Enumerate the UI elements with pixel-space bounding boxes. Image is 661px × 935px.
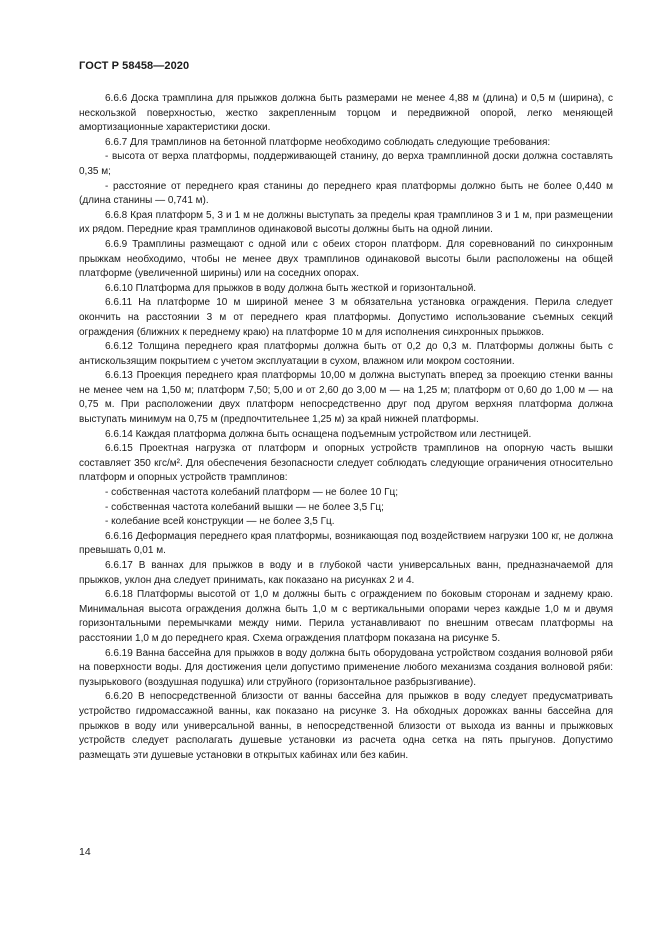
page-number: 14 bbox=[79, 846, 91, 858]
paragraph-6-6-19: 6.6.19 Ванна бассейна для прыжков в воду должна быть оборудована устройством создания волновой ряби на поверхности воды. Для достижения цели допустимо применение любого механизма создания волновой ряби: пузырькового (воздушная подушка) или струйного (горизонтальное разбрызгивание). bbox=[79, 647, 613, 688]
list-item: - колебание всей конструкции — не более 3,5 Гц. bbox=[105, 516, 335, 528]
paragraph-6-6-17: 6.6.17 В ваннах для прыжков в воду и в глубокой части универсальных ванн, предназначаемой для прыжков, уклон дна следует принимать, как показано на рисунках 2 и 4. bbox=[79, 560, 613, 586]
paragraph-6-6-10: 6.6.10 Платформа для прыжков в воду должна быть жесткой и горизонтальной. bbox=[105, 282, 477, 294]
list-item: - высота от верха платформы, поддерживающей станину, до верха трамплинной доски должна составлять 0,35 м; bbox=[79, 151, 613, 177]
paragraph-6-6-16: 6.6.16 Деформация переднего края платформы, возникающая под воздействием нагрузки 100 кг, не должна превышать 0,01 м. bbox=[79, 530, 613, 557]
list-item: - собственная частота колебаний платформ — не более 10 Гц; bbox=[105, 487, 399, 499]
document-body bbox=[79, 92, 613, 763]
paragraph-6-6-18: 6.6.18 Платформы высотой от 1,0 м должны быть с ограждением по боковым сторонам и заднему краю. Минимальная высота ограждения должна быть 1,0 м с вертикальными опорами через каждые 1,0 м и двумя горизонтальными перемычками между ними. Перила устанавливают по внешним отвесам платформы на расстоянии 1,0 м до переднего края. Схема ограждения платформ показана на рисунке 5. bbox=[79, 589, 613, 644]
paragraph-6-6-12: 6.6.12 Толщина переднего края платформы должна быть от 0,2 до 0,3 м. Платформы должны быть с антискользящим покрытием с учетом эксплуатации в сухом, влажном или мокром состоянии. bbox=[79, 341, 613, 367]
list-item: - расстояние от переднего края станины до переднего края платформы должно быть не более 0,440 м (длина станины — 0,741 м). bbox=[79, 180, 613, 207]
paragraph-6-6-20: 6.6.20 В непосредственной близости от ванны бассейна для прыжков в воду следует предусматривать устройство гидромассажной ванны, как показано на рисунке 3. На обходных дорожках ванны бассейна для прыжков в воду или универсальной ванны, в непосредственной близости от выхода из ванны и прыжковых устройств следует располагать душевые установки из расчета одна сетка на пять прыгунов. Допустимо размещать эти душевые установки в открытых кабинах или без кабин. bbox=[79, 691, 613, 761]
paragraph-6-6-13: 6.6.13 Проекция переднего края платформы 10,00 м должна выступать вперед за проекцию стенки ванны не менее чем на 1,50 м; платформ 7,50; 5,00 и от 2,60 до 3,00 м — на 1,25 м; платформ от 0,60 до 1,00 м — на 0,75 м. При расположении двух платформ непосредственно друг под другом верхняя платформа должна выступать минимум на 0,75 м (предпочтительнее 1,25 м) за край нижней платформы. bbox=[79, 370, 613, 426]
paragraph-6-6-6: 6.6.6 Доска трамплина для прыжков должна быть размерами не менее 4,88 м (длина) и 0,5 м (ширина), с нескользкой поверхностью, жестко закрепленным торцом и передвижной опорой, легко меняющей амортизационные характеристики доски. bbox=[79, 93, 613, 134]
paragraph-6-6-9: 6.6.9 Трамплины размещают с одной или с обеих сторон платформ. Для соревнований по синхронным прыжкам необходимо, чтобы не менее двух трамплинов одинаковой высоты были расположены на общей платформе (увеличенной ширины) или на соседних опорах. bbox=[79, 238, 613, 280]
paragraph-6-6-8: 6.6.8 Края платформ 5, 3 и 1 м не должны выступать за пределы края трамплинов 3 и 1 м, при размещении их рядом. Передние края трамплинов одинаковой высоты должны быть на одной линии. bbox=[79, 209, 613, 236]
paragraph-6-6-7: 6.6.7 Для трамплинов на бетонной платформе необходимо соблюдать следующие требования: bbox=[105, 136, 551, 148]
document-code: ГОСТ Р 58458—2020 bbox=[79, 60, 190, 72]
list-item: - собственная частота колебаний вышки — не более 3,5 Гц; bbox=[105, 501, 384, 513]
paragraph-6-6-15: 6.6.15 Проектная нагрузка от платформ и опорных устройств трамплинов на опорную часть вышки составляет 350 кгс/м². Для обеспечения безопасности следует соблюдать следующие ограничения относительно платформ и опорных устройств трамплинов: bbox=[79, 443, 613, 484]
paragraph-6-6-11: 6.6.11 На платформе 10 м шириной менее 3 м обязательна установка ограждения. Перила следует окончить на расстоянии 3 м от переднего края платформы. Допустимо использование съемных секций ограждения (ближних к переднему краю) на платформе 10 м для исполнения синхронных прыжков. bbox=[79, 297, 613, 338]
paragraph-6-6-14: 6.6.14 Каждая платформа должна быть оснащена подъемным устройством или лестницей. bbox=[105, 428, 532, 440]
